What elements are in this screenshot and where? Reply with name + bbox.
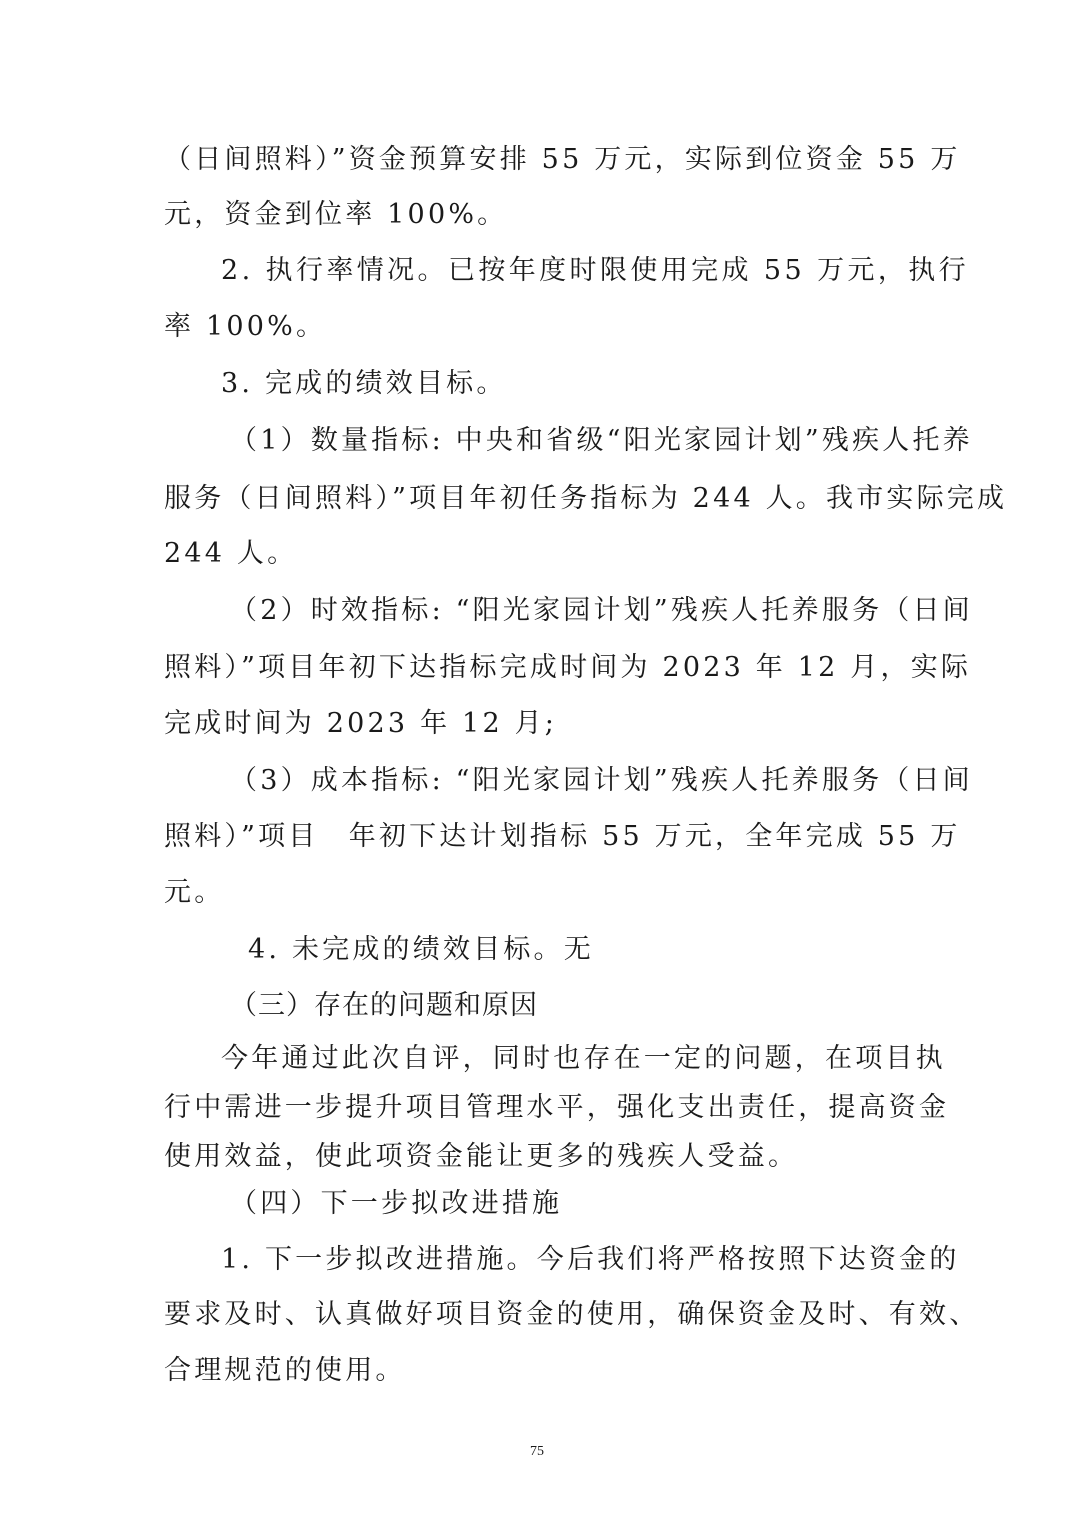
paragraph-line: 行中需进一步提升项目管理水平，强化支出责任，提高资金 (164, 1092, 950, 1123)
paragraph-line: 使用效益，使此项资金能让更多的残疾人受益。 (164, 1141, 799, 1172)
paragraph-line: （日间照料）”资金预算安排 55 万元，实际到位资金 55 万 (164, 144, 961, 175)
paragraph-line: 完成时间为 2023 年 12 月; (164, 708, 558, 739)
paragraph-line: 元，资金到位率 100%。 (164, 199, 508, 230)
section-heading: （三）存在的问题和原因 (230, 990, 538, 1021)
paragraph-line: 今年通过此次自评，同时也存在一定的问题，在项目执 (221, 1043, 946, 1074)
paragraph-line: （3）成本指标: “阳光家园计划”残疾人托养服务（日间 (230, 765, 973, 796)
paragraph-line: 照料）”项目 年初下达计划指标 55 万元，全年完成 55 万 (164, 821, 961, 852)
paragraph-line: （2）时效指标: “阳光家园计划”残疾人托养服务（日间 (230, 595, 973, 626)
paragraph-line: 3. 完成的绩效目标。 (221, 368, 507, 399)
paragraph-line: 服务（日间照料）”项目年初任务指标为 244 人。我市实际完成 (164, 483, 1008, 514)
paragraph-line: 1. 下一步拟改进措施。今后我们将严格按照下达资金的 (221, 1244, 960, 1275)
page-number: 75 (530, 1444, 544, 1459)
paragraph-line: 要求及时、认真做好项目资金的使用，确保资金及时、有效、 (164, 1299, 980, 1330)
paragraph-line: 元。 (164, 877, 225, 908)
paragraph-line: 244 人。 (164, 538, 298, 569)
section-heading: （四）下一步拟改进措施 (230, 1188, 563, 1219)
paragraph-line: 4. 未完成的绩效目标。无 (248, 934, 594, 965)
paragraph-line: 率 100%。 (164, 311, 327, 342)
paragraph-line: 照料）”项目年初下达指标完成时间为 2023 年 12 月，实际 (164, 652, 972, 683)
paragraph-line: （1）数量指标: 中央和省级“阳光家园计划”残疾人托养 (230, 425, 973, 456)
paragraph-line: 合理规范的使用。 (164, 1355, 406, 1386)
paragraph-line: 2. 执行率情况。已按年度时限使用完成 55 万元，执行 (221, 255, 970, 286)
